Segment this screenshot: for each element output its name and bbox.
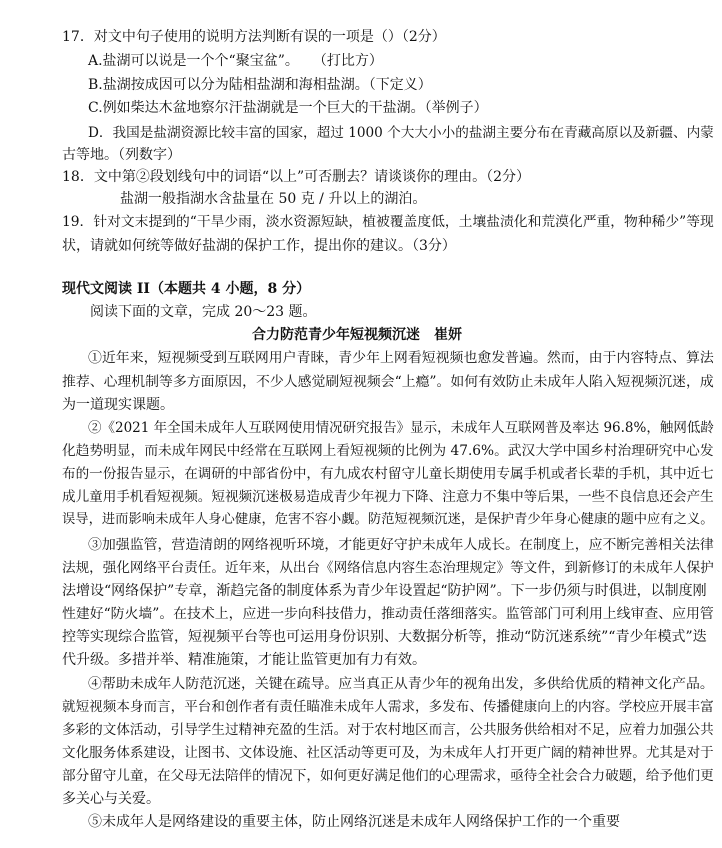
article-line: ④帮助未成年人防范沉迷，关键在疏导。应当真正从青少年的视角出发，多供给优质的精神文化产品。 bbox=[88, 676, 714, 692]
q18-stem: 18．文中第②段划线句中的词语“以上”可否删去？请谈谈你的理由。（2分） bbox=[62, 169, 531, 185]
q17-option-d: D．我国是盐湖资源比较丰富的国家，超过 1000 个大大小小的盐湖主要分布在青藏高原以及新疆、内蒙 bbox=[88, 125, 714, 141]
article-line: 就短视频本身而言，平台和创作者有责任瞄准未成年人需求，多发布、传播健康向上的内容。学校应开展丰富 bbox=[62, 699, 714, 715]
article-line: 性建好“防火墙”。在技术上，应进一步向科技借力，推动责任落细落实。监管部门可利用上线审查、应用管 bbox=[62, 606, 714, 622]
article-line: 布的一份报告显示，在调研的中部省份中，有九成农村留守儿童长期使用专属手机或者长辈的手机，其中近七 bbox=[62, 466, 714, 482]
article-title: 合力防范青少年短视频沉迷 崔妍 bbox=[252, 327, 462, 343]
article-line: ①近年来，短视频受到互联网用户青睐，青少年上网看短视频也愈发普遍。然而，由于内容特点、算法 bbox=[88, 350, 714, 366]
article-line: 推荐、心理机制等多方面原因，不少人感觉刷短视频会“上瘾”。如何有效防止未成年人陷入短视频沉迷，成 bbox=[62, 374, 714, 390]
article-line: ③加强监管，营造清朗的网络视听环境，才能更好守护未成年人成长。在制度上，应不断完善相关法律 bbox=[88, 537, 714, 553]
q17-option-d-cont: 古等地。（列数字） bbox=[62, 147, 181, 163]
q17-option-b: B.盐湖按成因可以分为陆相盐湖和海相盐湖。（下定义） bbox=[88, 77, 432, 93]
article-line: 法规，强化网络平台责任。近年来，从出台《网络信息内容生态治理规定》等文件，到新修订的未成年人保护 bbox=[62, 560, 714, 576]
article-line: 为一道现实课题。 bbox=[62, 397, 174, 413]
article-line: 多关心与关爱。 bbox=[62, 791, 160, 807]
q18-sentence: 盐湖一般指湖水含盐量在 50 克 / 升以上的湖泊。 bbox=[120, 191, 427, 207]
section-heading: 现代文阅读 II（本题共 4 小题，8 分） bbox=[62, 281, 311, 297]
article-line: 误导，进而影响未成年人身心健康，危害不容小觑。防范短视频沉迷，是保护青少年身心健康的题中应有之义。 bbox=[62, 512, 714, 527]
article-line: 文化服务体系建设，让图书、文体设施、社区活动等更可及，为未成年人打开更广阔的精神世界。尤其是对于 bbox=[62, 745, 714, 761]
article-line: 法增设“网络保护”专章，渐趋完备的制度体系为青少年设置起“防护网”。下一步仍须与时俱进，以制度刚 bbox=[62, 583, 707, 599]
section-instruction: 阅读下面的文章，完成 20～23 题。 bbox=[90, 304, 317, 320]
article-line: 多彩的文体活动，引导学生过精神充盈的生活。对于农村地区而言，公共服务供给相对不足，应着力加强公共 bbox=[62, 722, 714, 738]
article-line: ②《2021 年全国未成年人互联网使用情况研究报告》显示，未成年人互联网普及率达 96.8%，触网低龄 bbox=[88, 420, 714, 436]
q17-stem: 17．对文中句子使用的说明方法判断有误的一项是（）（2分） bbox=[62, 29, 446, 45]
q19-line-2: 状，请就如何统等做好盐湖的保护工作，提出你的建议。（3分） bbox=[62, 238, 456, 254]
article-line: ⑤未成年人是网络建设的重要主体，防止网络沉迷是未成年人网络保护工作的一个重要 bbox=[88, 814, 620, 830]
article-line: 化趋势明显，而未成年网民中经常在互联网上看短视频的比例为 47.6%。武汉大学中国乡村治理研究中心发 bbox=[62, 443, 714, 459]
q17-option-c: C.例如柴达木盆地察尔汗盐湖就是一个巨大的干盐湖。（举例子） bbox=[88, 100, 488, 116]
article-line: 代升级。多措并举、精准施策，才能让监管更加有力有效。 bbox=[62, 652, 426, 668]
q17-option-a: A.盐湖可以说是一个个“聚宝盆”。 （打比方） bbox=[88, 53, 383, 69]
article-line: 成儿童用手机看短视频。短视频沉迷极易造成青少年视力下降、注意力不集中等后果，一些不良信息还会产生 bbox=[62, 489, 714, 505]
article-line: 控等实现综合监管，短视频平台等也可运用身份识别、大数据分析等，推动“防沉迷系统”“青少年模式”迭 bbox=[62, 629, 707, 645]
article-line: 部分留守儿童，在父母无法陪伴的情况下，如何更好满足他们的心理需求，亟待全社会合力破题，给予他们更 bbox=[62, 768, 714, 784]
q19-line-1: 19．针对文末提到的“干旱少雨，淡水资源短缺，植被覆盖度低，土壤盐渍化和荒漠化严重，物种稀少”等现 bbox=[62, 214, 714, 230]
